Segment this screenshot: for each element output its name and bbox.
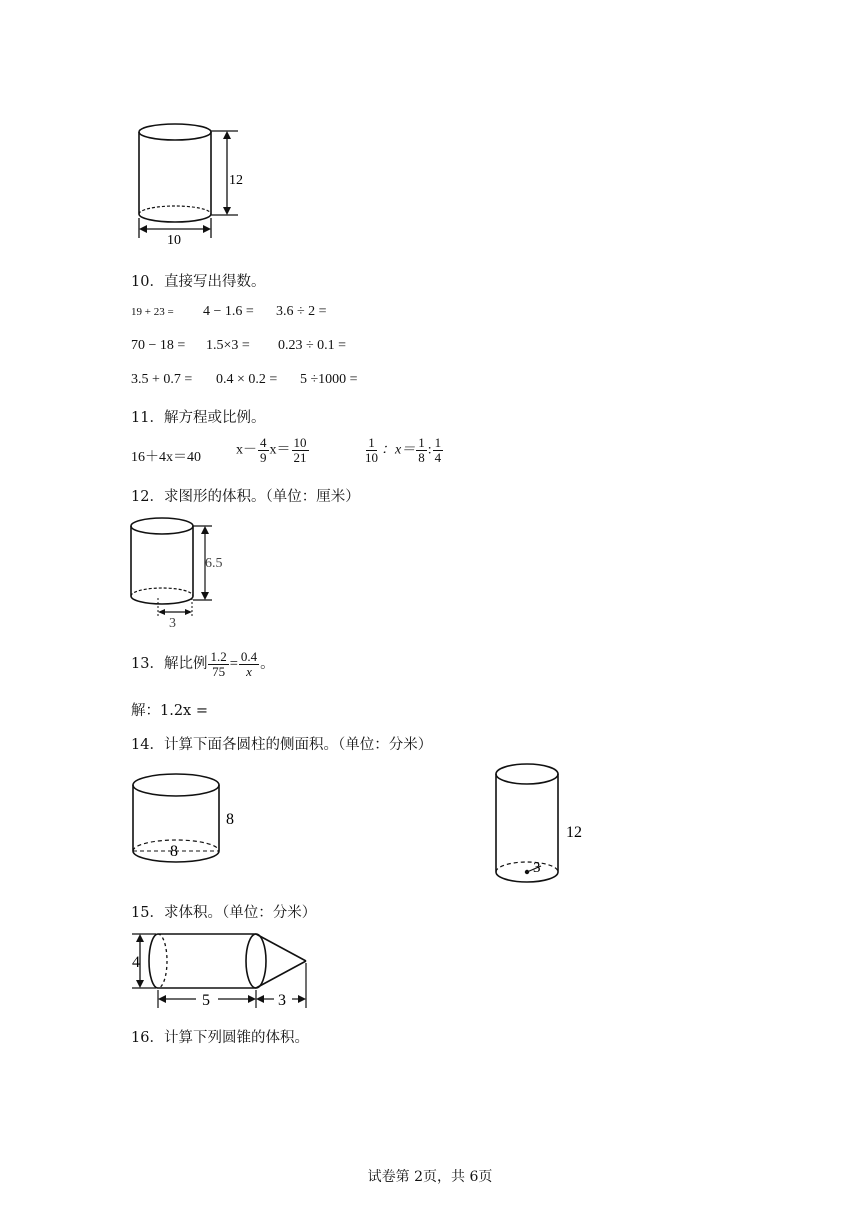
eq3-mid: ：x＝: [381, 442, 416, 458]
fraction-num: 1.2: [210, 649, 227, 664]
arith-item: 1.5×3 =: [206, 338, 250, 353]
arith-item: 4 − 1.6 =: [203, 304, 254, 319]
fraction-den: 9: [260, 449, 267, 465]
fraction: [292, 436, 309, 464]
fraction-den: 8: [418, 449, 425, 465]
period: 。: [260, 656, 275, 673]
equation-2: [236, 436, 310, 464]
cylinder-length-label: 5: [202, 992, 210, 1009]
equation-1: 16＋4x＝40: [131, 450, 201, 465]
composite-solid-figure-q15: [128, 928, 318, 1012]
question-13: [131, 650, 275, 678]
question-14-title: 14．计算下面各圆柱的侧面积。（单位：分米）: [131, 737, 433, 753]
diameter-label: 4: [132, 954, 140, 971]
fraction: [433, 436, 444, 464]
fraction: [239, 650, 259, 678]
arith-item: 0.4 × 0.2 =: [216, 372, 278, 387]
diameter-label: 8: [170, 843, 178, 860]
arith-item: 3.5 + 0.7 =: [131, 372, 193, 387]
cylinder-figure-q14-right: [490, 760, 600, 890]
arith-item: 19 + 23 =: [131, 306, 174, 318]
fraction-num: 10: [293, 435, 307, 450]
question-10-title: 10．直接写出得数。: [131, 274, 266, 290]
question-11-title: 11．解方程或比例。: [131, 410, 266, 426]
fraction: [416, 436, 427, 464]
radius-label: 3: [533, 860, 541, 876]
question-13-solution: 解：1.2x =: [131, 703, 208, 719]
question-16-title: 16．计算下列圆锥的体积。: [131, 1030, 309, 1046]
fraction: [258, 436, 269, 464]
eq2-prefix: x－: [236, 442, 257, 458]
cone-length-label: 3: [278, 992, 286, 1009]
fraction-num: 1: [368, 435, 375, 450]
eq3-colon: :: [427, 442, 432, 458]
arith-item: 0.23 ÷ 0.1 =: [278, 338, 347, 353]
fraction-den: 75: [212, 663, 226, 679]
fraction-den: x: [246, 663, 252, 679]
height-label: 8: [226, 811, 234, 828]
fraction-den: 10: [365, 449, 378, 465]
question-15-title: 15．求体积。（单位：分米）: [131, 905, 317, 921]
fraction-num: 1: [418, 435, 425, 450]
arith-item: 5 ÷1000 =: [300, 372, 358, 387]
fraction: [363, 436, 380, 464]
eq2-mid: x＝: [269, 442, 291, 458]
cylinder-figure-q9: [130, 118, 260, 248]
radius-label: 3: [169, 616, 176, 631]
fraction: [208, 650, 228, 678]
fraction-num: 4: [260, 435, 267, 450]
fraction-num: 1: [434, 435, 442, 450]
question-12-title: 12．求图形的体积。（单位：厘米）: [131, 489, 360, 505]
fraction-den: 4: [434, 449, 442, 465]
height-label: 6.5: [205, 556, 223, 571]
page-footer: 试卷第 2页，共 6页: [367, 1169, 493, 1185]
cylinder-figure-q14-left: [126, 768, 246, 868]
equation-3: [362, 436, 444, 464]
arith-item: 70 − 18 =: [131, 338, 186, 353]
height-label: 12: [229, 173, 243, 188]
cylinder-figure-q12: [126, 512, 236, 632]
equals-sign: =: [229, 656, 238, 673]
fraction-num: 0.4: [240, 649, 258, 664]
arith-item: 3.6 ÷ 2 =: [276, 304, 327, 319]
question-13-title: 13．解比例: [131, 656, 208, 673]
fraction-den: 21: [293, 449, 307, 465]
diameter-label: 10: [167, 233, 181, 248]
height-label: 12: [566, 824, 582, 841]
